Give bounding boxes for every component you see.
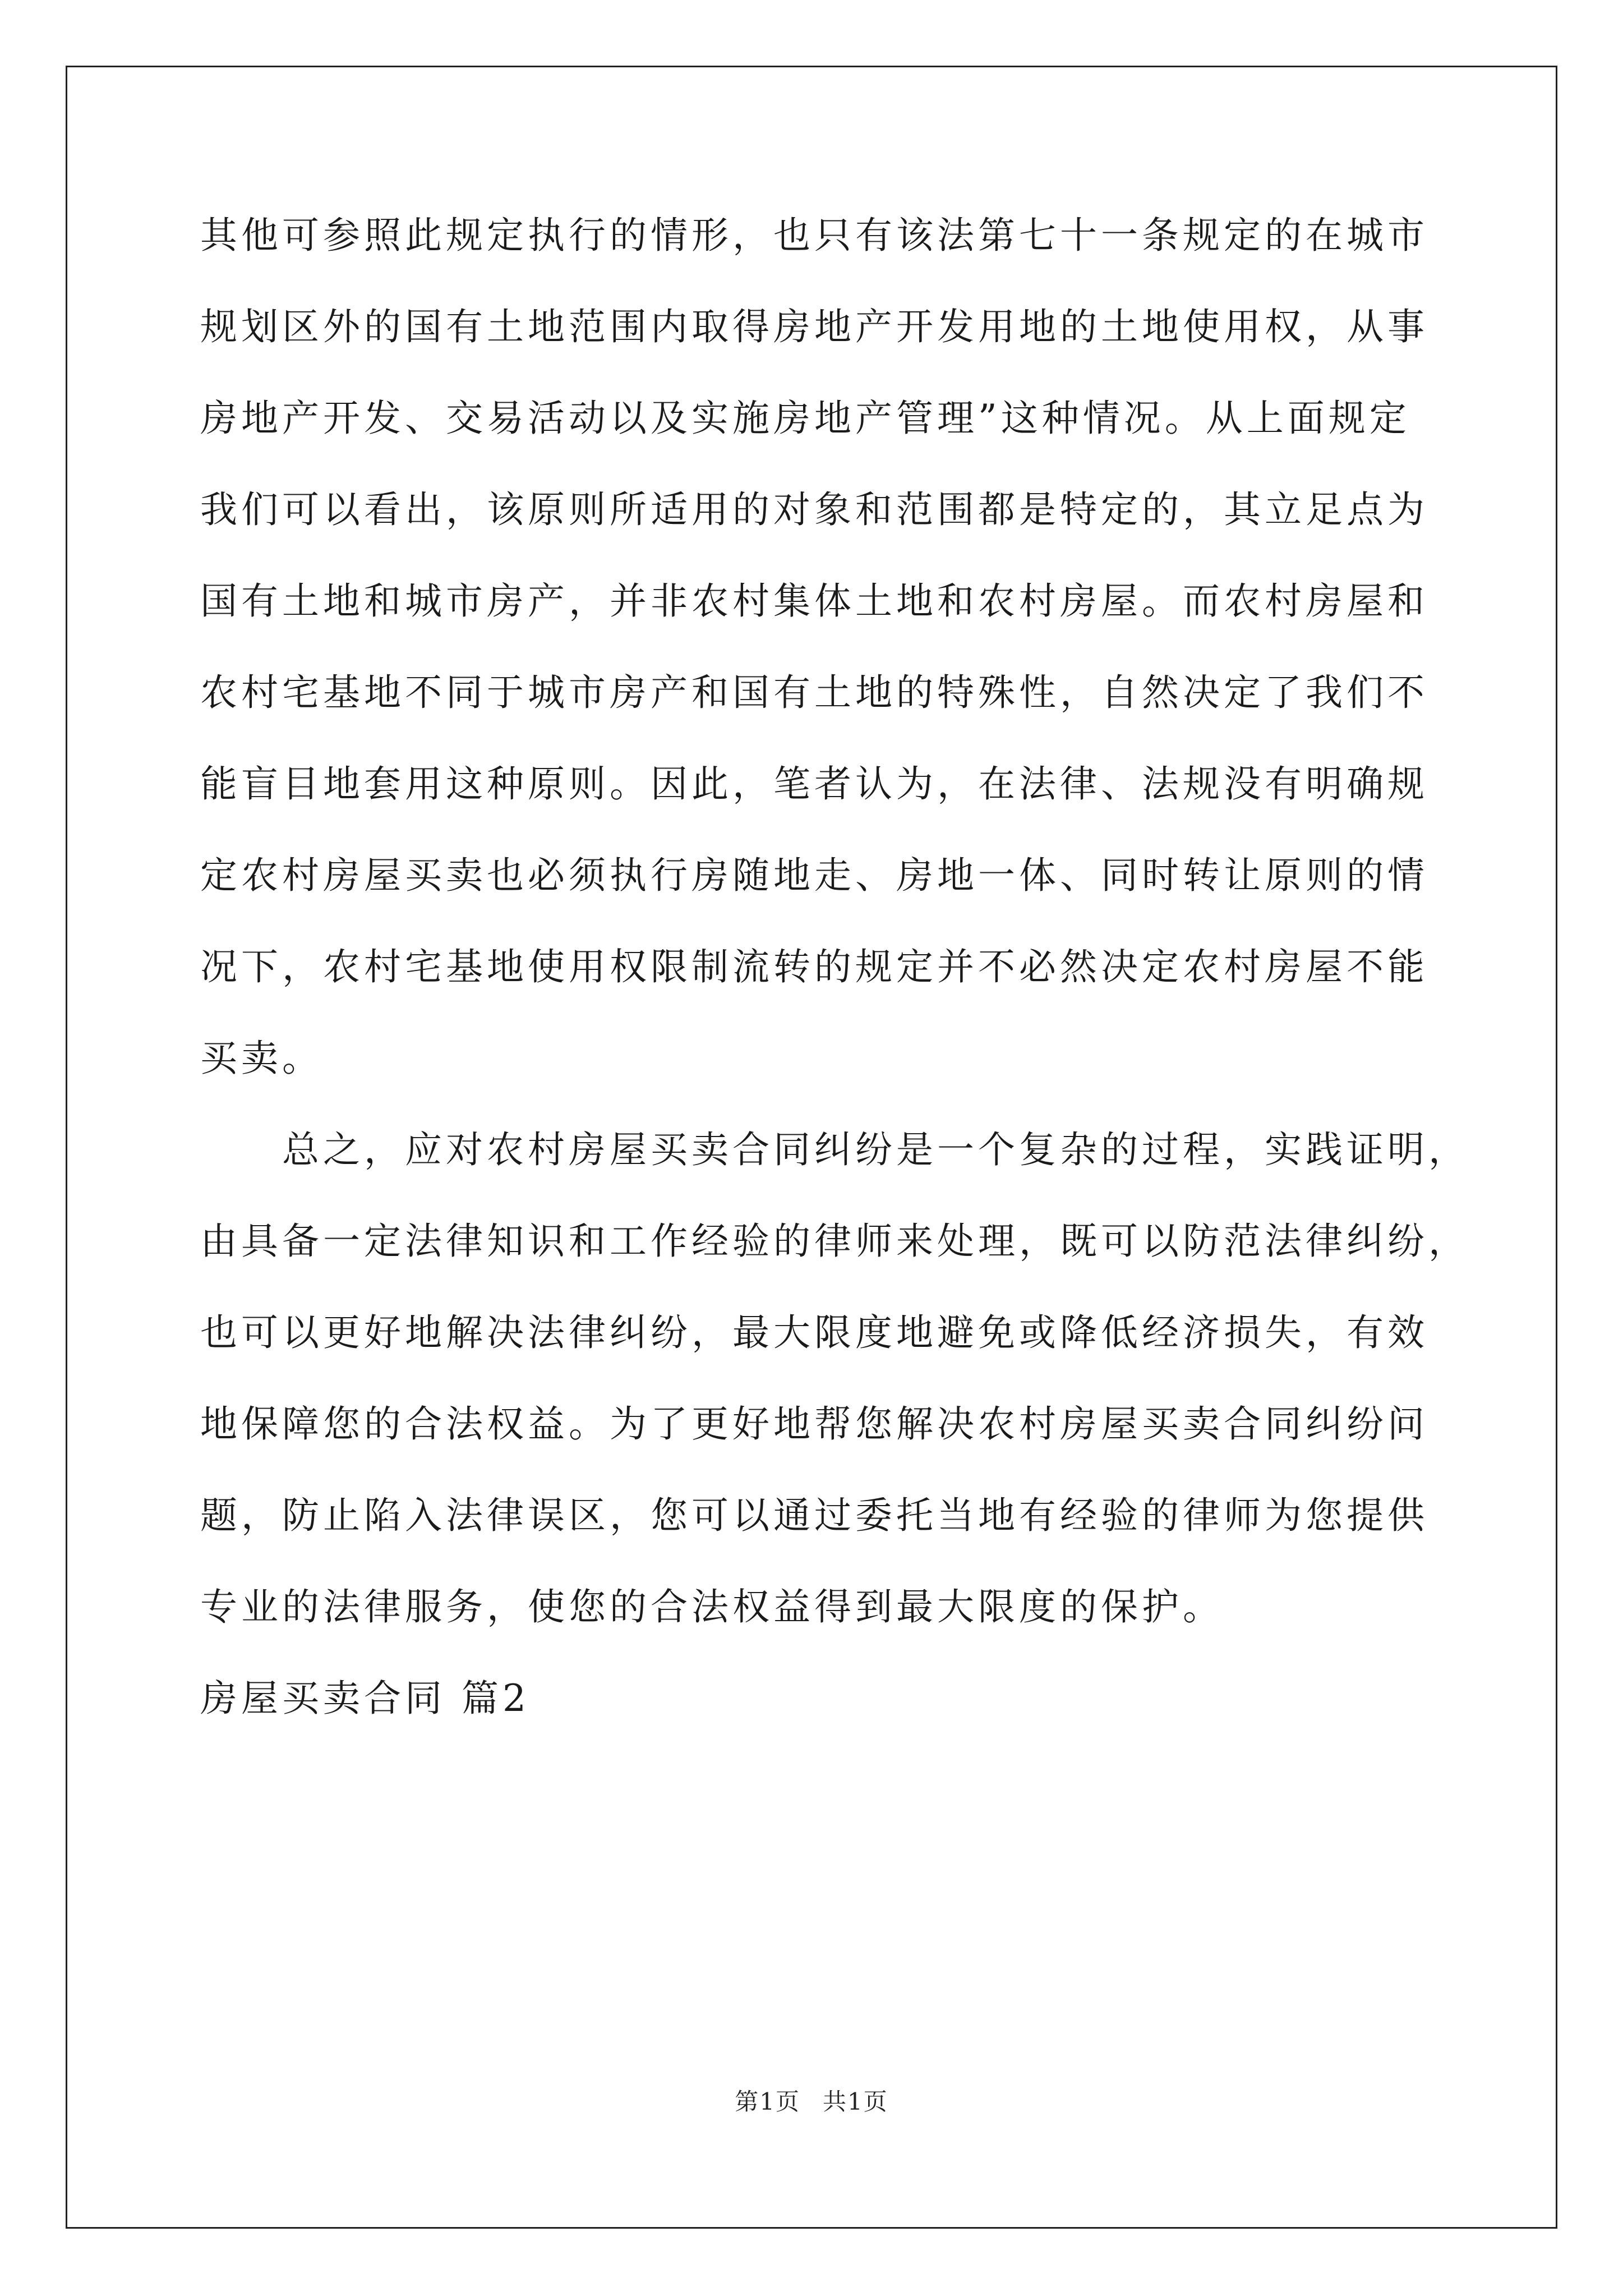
paragraph-2-line-6: 专业的法律服务，使您的合法权益得到最大限度的保护。 xyxy=(200,1585,1224,1628)
paragraph-1-line-1: 其他可参照此规定执行的情形，也只有该法第七十一条规定的在城市 xyxy=(200,214,1428,257)
section-heading: 房屋买卖合同 篇2 xyxy=(200,1677,530,1720)
paragraph-1-line-8: 定农村房屋买卖也必须执行房随地走、房地一体、同时转让原则的情 xyxy=(200,854,1428,897)
paragraph-1-line-5: 国有土地和城市房产，并非农村集体土地和农村房屋。而农村房屋和 xyxy=(200,579,1428,623)
paragraph-2-line-3: 也可以更好地解决法律纠纷，最大限度地避免或降低经济损失，有效 xyxy=(200,1311,1428,1354)
paragraph-2-line-4: 地保障您的合法权益。为了更好地帮您解决农村房屋买卖合同纠纷问 xyxy=(200,1402,1428,1446)
paragraph-1-line-3: 房地产开发、交易活动以及实施房地产管理”这种情况。从上面规定 xyxy=(200,397,1410,440)
page-number: 第1页 xyxy=(735,2088,800,2115)
paragraph-1-line-7: 能盲目地套用这种原则。因此，笔者认为，在法律、法规没有明确规 xyxy=(200,762,1428,806)
paragraph-1-line-4: 我们可以看出，该原则所适用的对象和范围都是特定的，其立足点为 xyxy=(200,488,1428,531)
paragraph-2-line-5: 题，防止陷入法律误区，您可以通过委托当地有经验的律师为您提供 xyxy=(200,1494,1428,1537)
page-total: 共1页 xyxy=(823,2088,888,2115)
page-footer xyxy=(0,2088,1623,2116)
paragraph-1-line-6: 农村宅基地不同于城市房产和国有土地的特殊性，自然决定了我们不 xyxy=(200,671,1428,714)
paragraph-2-line-1: 总之，应对农村房屋买卖合同纠纷是一个复杂的过程，实践证明， xyxy=(282,1128,1469,1171)
paragraph-1-line-2: 规划区外的国有土地范围内取得房地产开发用地的土地使用权，从事 xyxy=(200,305,1428,348)
paragraph-2-line-2: 由具备一定法律知识和工作经验的律师来处理，既可以防范法律纠纷， xyxy=(200,1220,1469,1263)
paragraph-1-line-9: 况下，农村宅基地使用权限制流转的规定并不必然决定农村房屋不能 xyxy=(200,945,1428,988)
paragraph-1-line-10: 买卖。 xyxy=(200,1037,323,1080)
